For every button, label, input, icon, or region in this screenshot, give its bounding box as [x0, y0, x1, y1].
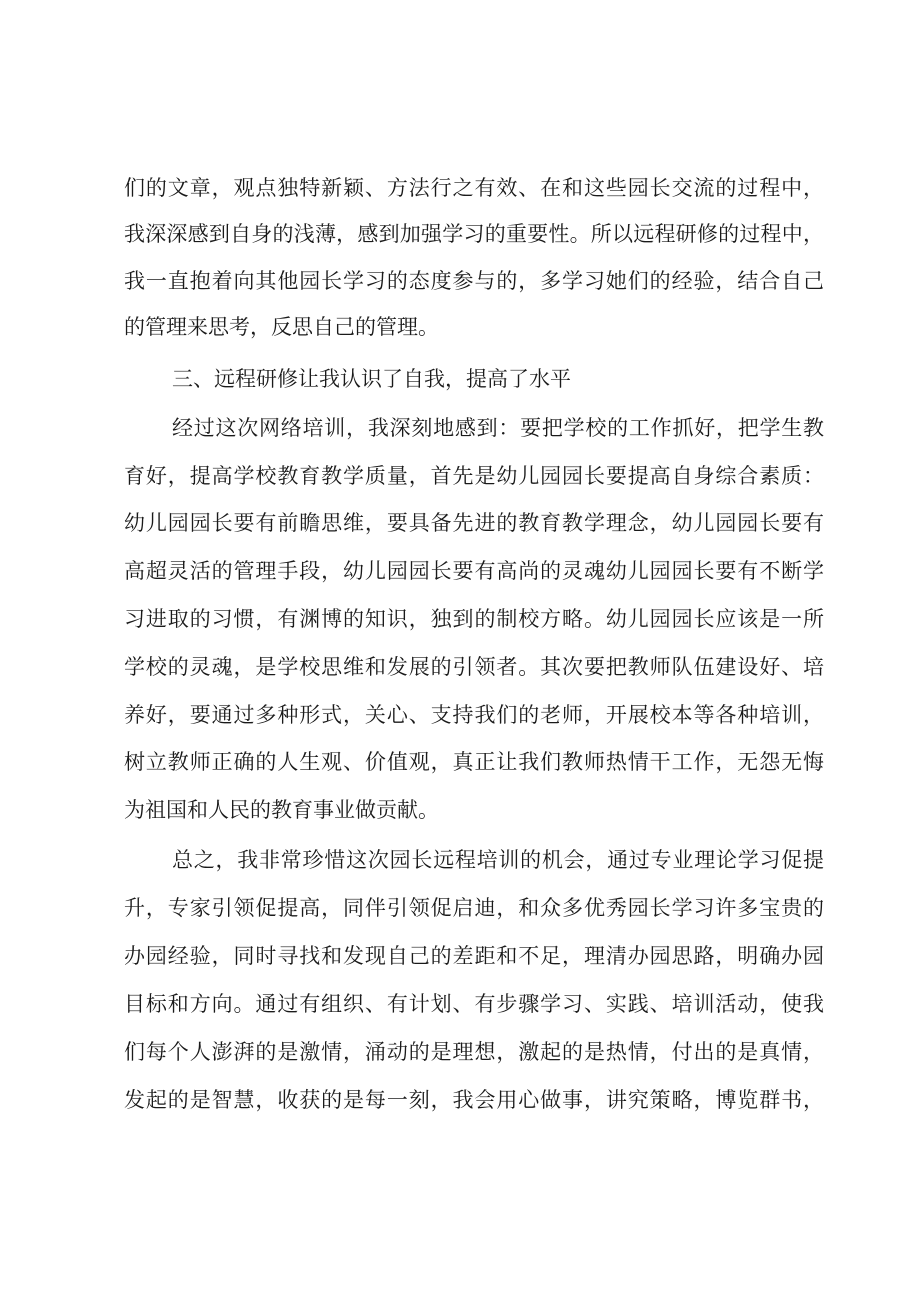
text-line: 总之，我非常珍惜这次园长远程培训的机会，通过专业理论学习促提	[172, 848, 824, 872]
text-line: 习进取的习惯，有渊博的知识，独到的制校方略。幼儿园园长应该是一所	[124, 607, 824, 631]
text-line: 目标和方向。通过有组织、有计划、有步骤学习、实践、培训活动，使我	[124, 992, 824, 1016]
text-line: 幼儿园园长要有前瞻思维，要具备先进的教育教学理念，幼儿园园长要有	[124, 511, 824, 535]
text-line: 我深深感到自身的浅薄，感到加强学习的重要性。所以远程研修的过程中，	[124, 222, 824, 246]
text-line: 高超灵活的管理手段，幼儿园园长要有高尚的灵魂幼儿园园长要有不断学	[124, 559, 824, 583]
text-line: 养好，要通过多种形式，关心、支持我们的老师，开展校本等各种培训，	[124, 703, 824, 727]
text-line: 我一直抱着向其他园长学习的态度参与的，多学习她们的经验，结合自己	[124, 269, 824, 293]
text-line: 树立教师正确的人生观、价值观，真正让我们教师热情干工作，无怨无悔	[124, 750, 824, 774]
text-line: 经过这次网络培训，我深刻地感到：要把学校的工作抓好，把学生教	[172, 416, 824, 440]
text-line: 为祖国和人民的教育事业做贡献。	[124, 798, 439, 822]
section-heading: 三、远程研修让我认识了自我，提高了水平	[172, 367, 571, 391]
text-line: 升，专家引领促提高，同伴引领促启迪，和众多优秀园长学习许多宝贵的	[124, 896, 824, 920]
text-line: 学校的灵魂，是学校思维和发展的引领者。其次要把教师队伍建设好、培	[124, 655, 824, 679]
text-line: 办园经验，同时寻找和发现自己的差距和不足，理清办园思路，明确办园	[124, 944, 824, 968]
text-line: 们每个人澎湃的是激情，涌动的是理想，激起的是热情，付出的是真情，	[124, 1040, 824, 1064]
text-line: 们的文章，观点独特新颖、方法行之有效、在和这些园长交流的过程中，	[124, 176, 824, 200]
text-line: 的管理来思考，反思自己的管理。	[124, 315, 439, 339]
text-line: 育好，提高学校教育教学质量，首先是幼儿园园长要提高自身综合素质：	[124, 464, 824, 488]
text-line: 发起的是智慧，收获的是每一刻，我会用心做事，讲究策略，博览群书，	[124, 1088, 824, 1112]
